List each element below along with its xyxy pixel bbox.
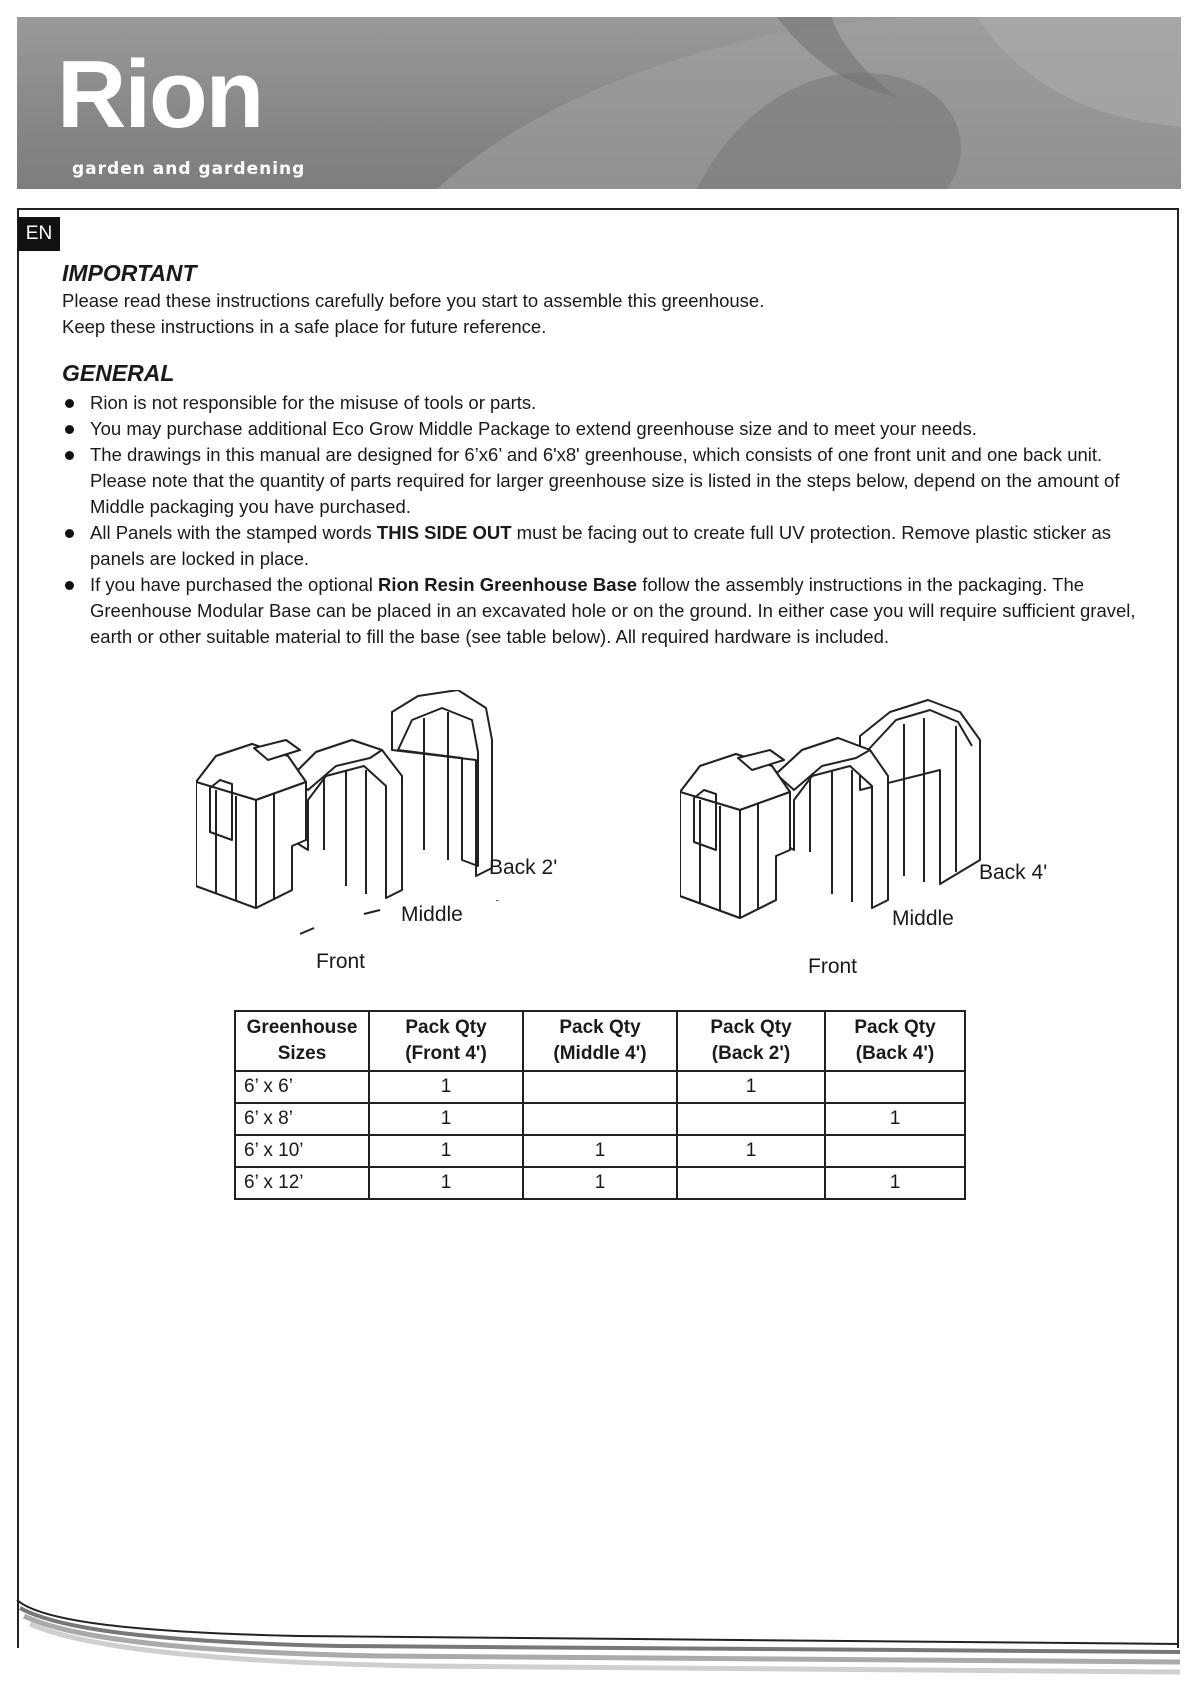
label-front-left: Front [316,950,366,973]
pack-quantity-table [234,1010,966,1200]
language-badge: EN [18,217,60,251]
important-line-1: Please read these instructions carefully before you start to assemble this greenhouse. [62,290,765,311]
header-line: (Back 2') [711,1043,791,1064]
cell-size: 6’ x 10’ [235,1135,369,1167]
bullet-icon [65,451,74,460]
bullet-text: All Panels with the stamped words [90,522,377,543]
header-line: (Middle 4') [553,1043,647,1064]
bullet-icon [65,399,74,408]
header-line: (Front 4') [405,1043,487,1064]
cell-back-4: 1 [825,1103,965,1135]
label-middle-right: Middle [892,907,954,930]
list-item [62,572,1142,650]
important-line-2: Keep these instructions in a safe place for future reference. [62,316,547,337]
bullet-bold-text: Rion Resin Greenhouse Base [377,574,638,595]
bullet-text: You may purchase additional Eco Grow Middle Package to extend greenhouse size and to meet your needs. [90,418,977,439]
bullet-text: Rion is not responsible for the misuse of tools or parts. [90,392,537,413]
page-bottom-swoosh [0,1580,1190,1684]
bullet-icon [65,425,74,434]
cell-front: 1 [369,1167,523,1199]
cell-back-2: 1 [677,1135,825,1167]
header-line: (Back 4') [855,1043,935,1064]
bullet-text: The drawings in this manual are designed for 6’x6’ and 6'x8' greenhouse, which consists of one front unit and one back unit. Please note that the quantity of parts required for larger greenhouse size is listed in the steps below, depend on the amount of Middle packaging you have purchased. [90,444,1120,517]
cell-size: 6’ x 8’ [235,1103,369,1135]
bullet-text: follow the assembly instructions in the packaging. The Greenhouse Modular Base can be placed in an excavated hole or on the ground. In either case you will require sufficient gravel, earth or other suitable material to fill the base (see table below). All required hardware is included. [90,574,1136,647]
table-row [235,1071,965,1103]
bullet-icon [65,581,74,590]
header-banner [17,17,1181,189]
cell-size: 6’ x 6’ [235,1071,369,1103]
table-row [235,1103,965,1135]
header-middle [523,1011,677,1071]
cell-front: 1 [369,1135,523,1167]
list-item [62,520,1142,572]
header-line: Sizes [277,1043,327,1064]
cell-size: 6’ x 12’ [235,1167,369,1199]
greenhouse-assembly-illustration [680,690,1020,980]
cell-middle: 1 [523,1135,677,1167]
cell-middle [523,1103,677,1135]
header-front [369,1011,523,1071]
greenhouse-diagram-large [680,690,1020,980]
cell-back-4: 1 [825,1167,965,1199]
cell-front: 1 [369,1071,523,1103]
list-item [62,442,1142,520]
bullet-text: If you have purchased the optional [90,574,378,595]
leader-lines-left [300,900,550,960]
general-list [62,390,1142,650]
list-item [62,416,1142,442]
cell-middle: 1 [523,1167,677,1199]
header-back-2 [677,1011,825,1071]
bullet-icon [65,529,74,538]
label-back-4: Back 4' [979,861,1048,884]
bullet-bold-text: THIS SIDE OUT [376,522,512,543]
cell-front: 1 [369,1103,523,1135]
header-line: Pack Qty [405,1017,487,1038]
header-line: Pack Qty [559,1017,641,1038]
bullet-text: must be facing out to create full UV protection. Remove plastic sticker as panels are locked in place. [90,522,1112,569]
brand-tagline: garden and gardening [72,159,306,179]
table-row [235,1167,965,1199]
instructions-text [62,258,1142,650]
cell-middle [523,1071,677,1103]
label-back-2: Back 2' [489,856,558,879]
header-line: Pack Qty [710,1017,792,1038]
important-heading: IMPORTANT [62,260,197,286]
label-middle-left: Middle [401,903,463,926]
cell-back-2: 1 [677,1071,825,1103]
cell-back-4 [825,1071,965,1103]
header-line: Pack Qty [854,1017,936,1038]
list-item [62,390,1142,416]
brand-name: Rion [57,41,263,148]
cell-back-2 [677,1103,825,1135]
cell-back-2 [677,1167,825,1199]
header-back-4 [825,1011,965,1071]
cell-back-4 [825,1135,965,1167]
header-greenhouse-sizes [235,1011,369,1071]
table-row [235,1135,965,1167]
header-line: Greenhouse [246,1017,358,1038]
general-heading: GENERAL [62,360,175,386]
label-front-right: Front [808,955,858,978]
table-header-row [235,1011,965,1071]
